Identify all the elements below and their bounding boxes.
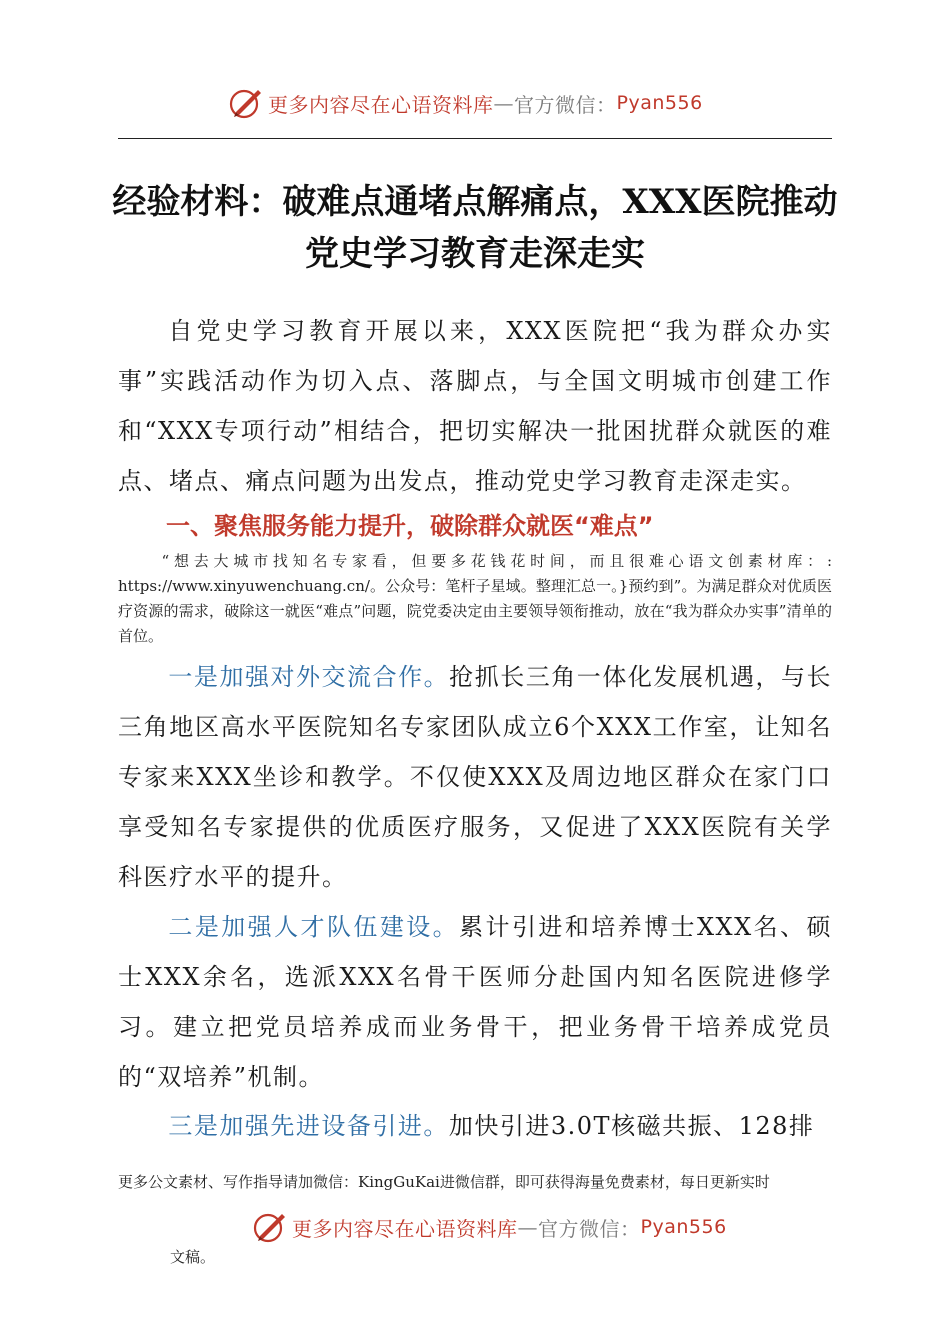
watermark-footer — [252, 1210, 727, 1244]
paragraph-lead-2: 二是加强人才队伍建设。 — [168, 913, 460, 941]
paragraph-exchange-cooperation — [118, 652, 832, 902]
paragraph-talent-team — [118, 902, 832, 1102]
document-title: 经验材料：破难点通堵点解痛点，XXX医院推动党史学习教育走深走实 — [112, 182, 838, 274]
footer-note-tail: 文稿。 — [170, 1248, 216, 1266]
paragraph-body-2: 累计引进和培养博士XXX名、硕士XXX余名，选派XXX名骨干医师分赴国内知名医院进修学习。建立把党员培养成而业务骨干，把业务骨干培养成党员的“双培养”机制。 — [118, 913, 833, 1091]
paragraph-equipment — [118, 1101, 832, 1151]
watermark-channel: 官方微信： — [514, 92, 617, 117]
watermark-account: Pyan556 — [616, 92, 703, 114]
intro-paragraph: 自党史学习教育开展以来，XXX医院把“我为群众办实事”实践活动作为切入点、落脚点，与全国文明城市创建工作和“XXX专项行动”相结合，把切实解决一批困扰群众就医的难点、堵点、痛点问题为出发点，推动党史学习教育走深走实。 — [118, 317, 832, 495]
watermark-channel: 官方微信： — [538, 1216, 641, 1241]
paragraph-lead-3: 三是加强先进设备引进。 — [168, 1112, 449, 1140]
section-1-quote-paragraph: “想去大城市找知名专家看，但要多花钱花时间，而且很难心语文创素材库：: https://www.xinyuwenchuang.cn/。公众号：笔杆子星域。整理汇总一。}预约到”。为满足群众对优质医疗资源的需求，破除这一就医“难点”问题，院党委决定由主要领导领衔推动，放在“我为群众办实事”清单的首位。 — [118, 552, 832, 645]
watermark-separator: — — [517, 1215, 538, 1239]
paragraph-lead-1: 一是加强对外交流合作。 — [168, 663, 450, 691]
watermark-account: Pyan556 — [640, 1216, 727, 1238]
paragraph-body-1: 抢抓长三角一体化发展机遇，与长三角地区高水平医院知名专家团队成立6个XXX工作室，让知名专家来XXX坐诊和教学。不仅使XXX及周边地区群众在家门口享受知名专家提供的优质医疗服务，又促进了XXX医院有关学科医疗水平的提升。 — [118, 663, 833, 891]
watermark-title: 更多内容尽在心语资料库 — [268, 92, 494, 117]
pen-logo-icon — [228, 86, 264, 120]
header-divider — [118, 138, 832, 139]
pen-logo-icon — [252, 1210, 288, 1244]
watermark-title: 更多内容尽在心语资料库 — [292, 1216, 518, 1241]
paragraph-body-3: 加快引进3.0T核磁共振、128排 — [448, 1112, 815, 1140]
section-heading-1: 一、聚焦服务能力提升，破除群众就医“难点” — [166, 512, 654, 540]
watermark-separator: — — [493, 91, 514, 115]
footer-note: 更多公文素材、写作指导请加微信：KingGuKai进微信群，即可获得海量免费素材，每日更新实时 — [118, 1173, 770, 1191]
watermark-header — [228, 86, 703, 120]
